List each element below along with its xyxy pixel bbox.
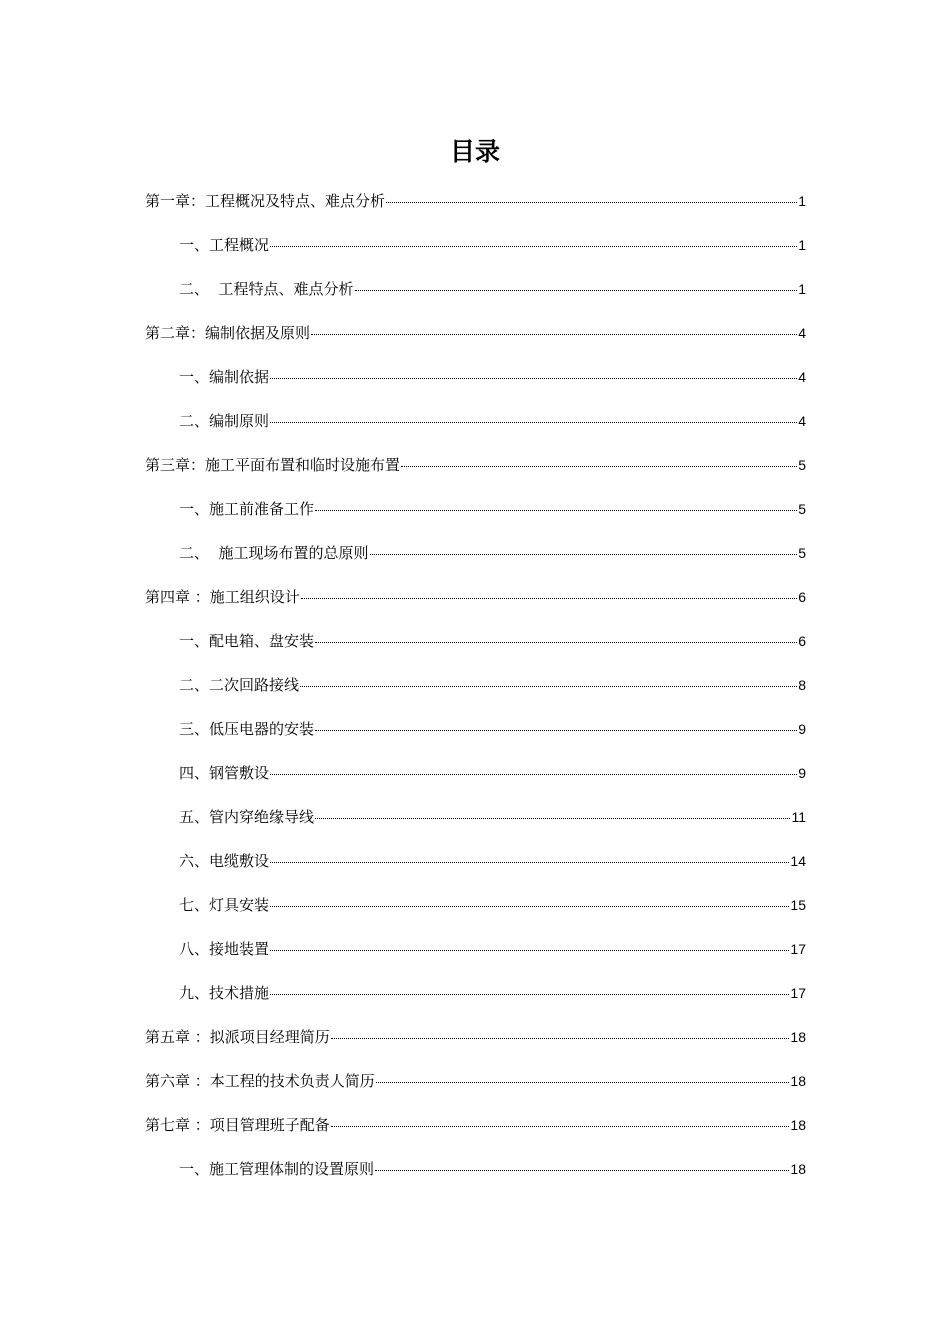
toc-entry-label: 第四章 ：施工组织设计 bbox=[145, 588, 300, 606]
toc-page-number: 5 bbox=[798, 545, 806, 561]
toc-dot-leader bbox=[315, 730, 797, 731]
toc-entry-label: 一、编制依据 bbox=[179, 368, 270, 386]
toc-dot-leader bbox=[355, 290, 798, 291]
toc-entry-label: 八、接地装置 bbox=[179, 940, 270, 958]
toc-entry[interactable] bbox=[145, 498, 806, 542]
toc-page-number: 8 bbox=[798, 677, 806, 693]
toc-entry[interactable] bbox=[145, 850, 806, 894]
toc-page-number: 1 bbox=[798, 237, 806, 253]
toc-page-number: 17 bbox=[790, 941, 806, 957]
toc-entry-label: 二、编制原则 bbox=[179, 412, 270, 430]
toc-page-number: 1 bbox=[798, 281, 806, 297]
toc-entry-label: 九、技术措施 bbox=[179, 984, 270, 1002]
toc-entry-label: 第二章：编制依据及原则 bbox=[145, 324, 311, 342]
toc-entry[interactable] bbox=[145, 806, 806, 850]
toc-dot-leader bbox=[315, 510, 797, 511]
toc-entry[interactable] bbox=[145, 190, 806, 234]
toc-dot-leader bbox=[301, 598, 797, 599]
toc-dot-leader bbox=[270, 774, 797, 775]
toc-entry[interactable] bbox=[145, 630, 806, 674]
toc-dot-leader bbox=[270, 950, 789, 951]
toc-page-number: 17 bbox=[790, 985, 806, 1001]
toc-entry-label: 第一章：工程概况及特点、难点分析 bbox=[145, 192, 386, 210]
toc-dot-leader bbox=[270, 422, 797, 423]
toc-entry-label: 一、施工管理体制的设置原则 bbox=[179, 1160, 375, 1178]
toc-page-number: 18 bbox=[790, 1117, 806, 1133]
toc-entry[interactable] bbox=[145, 718, 806, 762]
toc-page-number: 4 bbox=[798, 413, 806, 429]
toc-entry[interactable] bbox=[145, 982, 806, 1026]
toc-entry-label: 一、施工前准备工作 bbox=[179, 500, 315, 518]
toc-page-number: 18 bbox=[790, 1073, 806, 1089]
toc-dot-leader bbox=[270, 994, 789, 995]
toc-dot-leader bbox=[270, 906, 789, 907]
toc-page-number: 11 bbox=[791, 809, 806, 825]
toc-dot-leader bbox=[311, 334, 797, 335]
toc-page-number: 6 bbox=[798, 633, 806, 649]
toc-entry-label: 七、灯具安装 bbox=[179, 896, 270, 914]
toc-entry-label: 第七章 ：项目管理班子配备 bbox=[145, 1116, 330, 1134]
toc-entry[interactable] bbox=[145, 542, 806, 586]
toc-entry-label: 五、管内穿绝缘导线 bbox=[179, 808, 315, 826]
toc-page-number: 14 bbox=[790, 853, 806, 869]
toc-entry[interactable] bbox=[145, 762, 806, 806]
toc-entry[interactable] bbox=[145, 366, 806, 410]
toc-entry-label: 第六章 ：本工程的技术负责人简历 bbox=[145, 1072, 375, 1090]
toc-entry-label: 三、低压电器的安装 bbox=[179, 720, 315, 738]
toc-dot-leader bbox=[315, 642, 797, 643]
toc-entry-label: 二、 施工现场布置的总原则 bbox=[179, 544, 369, 562]
toc-dot-leader bbox=[375, 1170, 789, 1171]
toc-dot-leader bbox=[376, 1082, 790, 1083]
toc-entry-label: 第三章：施工平面布置和临时设施布置 bbox=[145, 456, 401, 474]
toc-page-number: 18 bbox=[790, 1029, 806, 1045]
toc-entry[interactable] bbox=[145, 1114, 806, 1158]
toc-entry-label: 四、钢管敷设 bbox=[179, 764, 270, 782]
toc-dot-leader bbox=[331, 1038, 790, 1039]
toc-entry-label: 六、电缆敷设 bbox=[179, 852, 270, 870]
toc-entry[interactable] bbox=[145, 894, 806, 938]
toc-page-number: 9 bbox=[798, 765, 806, 781]
toc-entry[interactable] bbox=[145, 234, 806, 278]
toc-dot-leader bbox=[300, 686, 797, 687]
toc-entry[interactable] bbox=[145, 322, 806, 366]
page-title: 目录 bbox=[449, 137, 500, 166]
toc-entry[interactable] bbox=[145, 410, 806, 454]
toc-entry[interactable] bbox=[145, 1026, 806, 1070]
toc-entry[interactable] bbox=[145, 278, 806, 322]
toc-dot-leader bbox=[270, 862, 789, 863]
toc-dot-leader bbox=[270, 378, 797, 379]
toc-dot-leader bbox=[401, 466, 797, 467]
toc-entry[interactable] bbox=[145, 674, 806, 718]
toc-dot-leader bbox=[270, 246, 797, 247]
toc-page-number: 4 bbox=[798, 325, 806, 341]
toc-dot-leader bbox=[331, 1126, 790, 1127]
toc-dot-leader bbox=[386, 202, 797, 203]
toc-page-number: 18 bbox=[790, 1161, 806, 1177]
toc-entry[interactable] bbox=[145, 1070, 806, 1114]
toc-dot-leader bbox=[315, 818, 790, 819]
toc-page-number: 5 bbox=[798, 501, 806, 517]
toc-dot-leader bbox=[370, 554, 798, 555]
table-of-contents bbox=[145, 190, 806, 1202]
toc-page-number: 5 bbox=[798, 457, 806, 473]
toc-page-number: 4 bbox=[798, 369, 806, 385]
toc-entry[interactable] bbox=[145, 1158, 806, 1202]
toc-entry[interactable] bbox=[145, 454, 806, 498]
toc-entry-label: 二、 工程特点、难点分析 bbox=[179, 280, 354, 298]
toc-page-number: 1 bbox=[798, 193, 806, 209]
toc-page-number: 6 bbox=[798, 589, 806, 605]
toc-entry-label: 第五章 ：拟派项目经理简历 bbox=[145, 1028, 330, 1046]
toc-entry-label: 二、二次回路接线 bbox=[179, 676, 300, 694]
toc-entry-label: 一、配电箱、盘安装 bbox=[179, 632, 315, 650]
toc-page-number: 9 bbox=[798, 721, 806, 737]
toc-entry[interactable] bbox=[145, 938, 806, 982]
toc-page-number: 15 bbox=[790, 897, 806, 913]
toc-entry[interactable] bbox=[145, 586, 806, 630]
toc-entry-label: 一、工程概况 bbox=[179, 236, 270, 254]
